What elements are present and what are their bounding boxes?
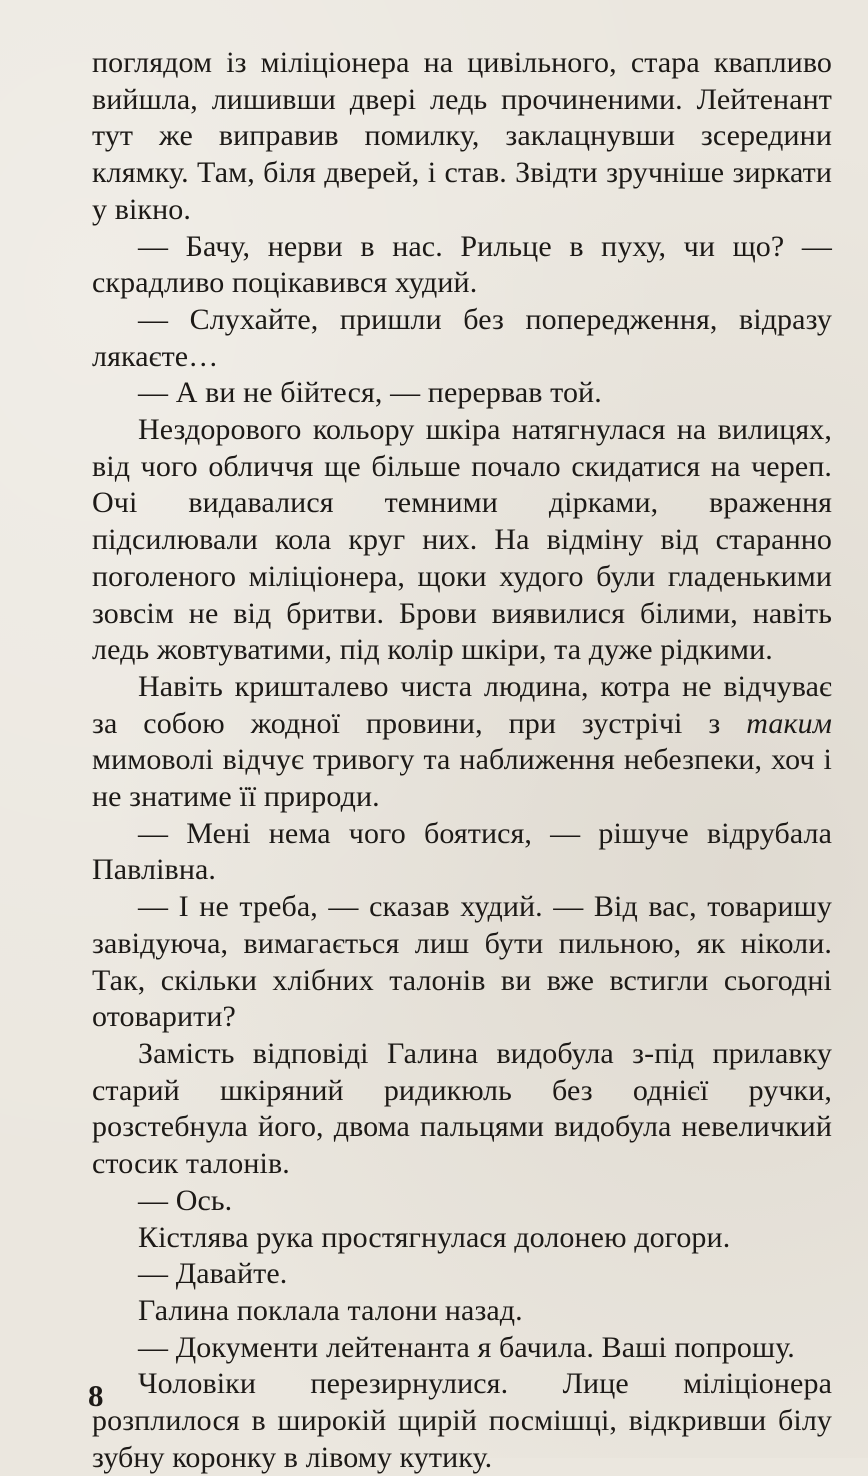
page-body-text (92, 45, 832, 1476)
paragraph-12: — Давайте. (138, 1257, 288, 1291)
paragraph-11: Кістлява рука простягнулася долонею догори. (138, 1220, 731, 1254)
paragraph-4: — А ви не бійтеся, — перервав той. (138, 376, 602, 410)
paragraph-15: Чоловіки перезирнулися. Лице міліціонера розплилося в широкій щирій посмішці, відкривши білу зубну коронку в лівому кутику. (92, 1367, 832, 1474)
paragraph-3: — Слухайте, пришли без попередження, відразу лякаєте… (92, 302, 832, 373)
paragraph-13: Галина поклала талони назад. (138, 1293, 523, 1327)
paragraph-9: Замість відповіді Галина видобула з-під прилавку старий шкіряний ридикюль без однієї ручки, розстебнула його, двома пальцями видобула невеличкий стосик талонів. (92, 1036, 832, 1181)
paragraph-14: — Документи лейтенанта я бачила. Ваші попрошу. (138, 1330, 795, 1364)
paragraph-6-emphasis: таким (746, 706, 832, 740)
paragraph-10: — Ось. (138, 1183, 233, 1217)
page-number: 8 (88, 1378, 104, 1413)
paragraph-6-start: Навіть кришталево чиста людина, котра не відчуває за собою жодної провини, при зустрічі з (92, 669, 832, 740)
paragraph-8: — І не треба, — сказав худий. — Від вас, товаришу завідуюча, вимагається лиш бути пильною, як ніколи. Так, скільки хлібних талонів ви вже встигли сьогодні отоварити? (92, 890, 832, 1034)
paragraph-5: Нездорового кольору шкіра натягнулася на вилицях, від чого обличчя ще більше почало скидатися на череп. Очі видавалися темними дірками, враження підсилювали кола круг них. На відміну від старанно поголеного міліціонера, щоки худого були гладенькими зовсім не від бритви. Брови виявилися білими, навіть ледь жовтуватими, під колір шкіри, та дуже рідкими. (92, 413, 832, 667)
paragraph-6-end: мимоволі відчує тривогу та наближення небезпеки, хоч і не знатиме її природи. (92, 743, 832, 814)
paragraph-7: — Мені нема чого боятися, — рішуче відрубала Павлівна. (92, 816, 832, 887)
paragraph-2: — Бачу, нерви в нас. Рильце в пуху, чи що? — скрадливо поцікавився худий. (92, 229, 832, 300)
paragraph-1: поглядом із міліціонера на цивільного, стара квапливо вийшла, лишивши двері ледь прочиненими. Лейтенант тут же виправив помилку, заклацнувши зсередини клямку. Там, біля дверей, і став. Звідти зручніше зиркати у вікно. (92, 46, 832, 226)
paragraph-6 (92, 669, 832, 816)
